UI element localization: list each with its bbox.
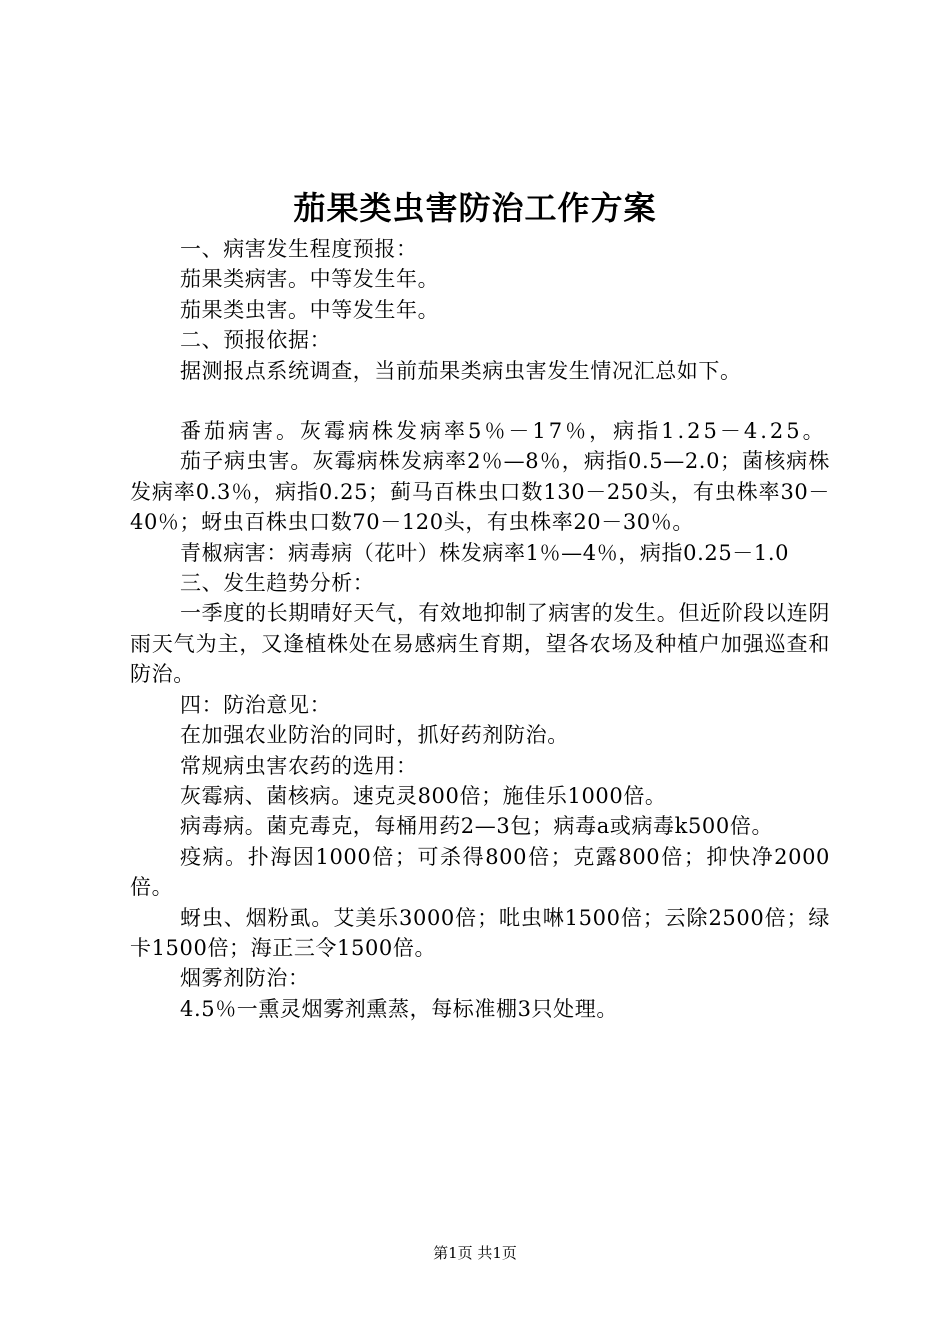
paragraph-tomato: 番茄病害。灰霉病株发病率5％－17％，病指1.25－4.25。 <box>180 419 827 444</box>
document-title: 茄果类虫害防治工作方案 <box>293 189 657 227</box>
paragraph-control: 在加强农业防治的同时，抓好药剂防治。 <box>180 723 569 748</box>
paragraph-eggplant: 茄子病虫害。灰霉病株发病率2％—8％，病指0.5—2.0；菌核病株发病率0.3％，病指0.25；蓟马百株虫口数130－250头，有虫株率30－40％；蚜虫百株虫口数70－120头，有虫株率20－30％。 <box>130 449 830 535</box>
page-footer: 第1页 共1页 <box>433 1244 517 1262</box>
paragraph-pesticide-selection: 常规病虫害农药的选用： <box>180 753 418 778</box>
paragraph-blight: 疫病。扑海因1000倍；可杀得800倍；克露800倍；抑快净2000倍。 <box>130 844 830 900</box>
paragraph-aphid: 蚜虫、烟粉虱。艾美乐3000倍；吡虫啉1500倍；云除2500倍；绿卡1500倍；海正三令1500倍。 <box>130 905 830 960</box>
heading-trend: 三、发生趋势分析： <box>180 571 375 596</box>
paragraph-smoke-control: 烟雾剂防治： <box>180 966 310 991</box>
paragraph-smoke-fumigation: 4.5％一熏灵烟雾剂熏蒸，每标准棚3只处理。 <box>180 996 618 1021</box>
paragraph-pest-level: 茄果类虫害。中等发生年。 <box>180 297 440 322</box>
paragraph-trend: 一季度的长期晴好天气，有效地抑制了病害的发生。但近阶段以连阴雨天气为主，又逢植株处在易感病生育期，望各农场及种植户加强巡查和防治。 <box>130 601 830 687</box>
document-body <box>130 234 830 1024</box>
paragraph-virus: 病毒病。菌克毒克，每桶用药2—3包；病毒a或病毒k500倍。 <box>180 814 774 839</box>
paragraph-disease-level: 茄果类病害。中等发生年。 <box>180 267 440 292</box>
paragraph-survey: 据测报点系统调查，当前茄果类病虫害发生情况汇总如下。 <box>180 358 742 383</box>
heading-advice: 四：防治意见： <box>180 692 332 717</box>
paragraph-gray-mold: 灰霉病、菌核病。速克灵800倍；施佳乐1000倍。 <box>180 783 667 808</box>
heading-basis: 二、预报依据： <box>180 328 332 353</box>
heading-forecast: 一、病害发生程度预报： <box>180 237 418 261</box>
paragraph-pepper: 青椒病害：病毒病（花叶）株发病率1％—4％，病指0.25－1.0 <box>180 540 790 565</box>
